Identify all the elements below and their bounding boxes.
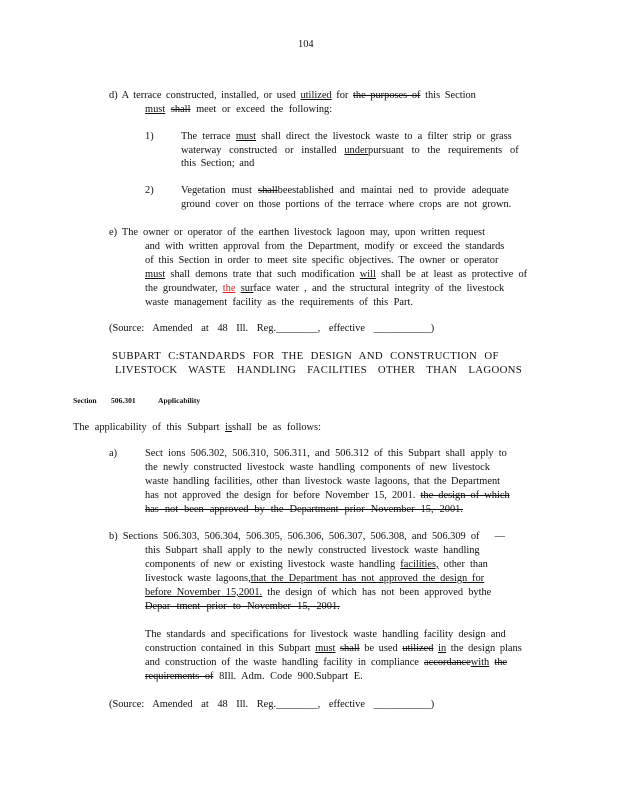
- item-a-line2: the newly constructed livestock waste handling components of new livestock: [145, 462, 490, 473]
- subsection-e-line4: must shall demons trate that such modification will shall be at least as protective of: [145, 269, 528, 280]
- applicability-intro: The applicability of this Subpart isshall be as follows:: [73, 422, 321, 433]
- subpart-heading-line1: SUBPART C:STANDARDS FOR THE DESIGN AND CONSTRUCTION OF: [112, 350, 499, 362]
- standards-line3: and construction of the waste handling facility in compliance accordancewith the: [145, 657, 508, 668]
- standards-line1: The standards and specifications for livestock waste handling facility design and: [145, 629, 506, 640]
- standards-line2: construction contained in this Subpart must shall be used utilized in the design plans: [145, 643, 522, 654]
- item-b-line3: components of new or existing livestock waste handling facilities, other than: [145, 559, 488, 570]
- subsection-e-line3: of this Section in order to meet site specific objectives. The owner or operator: [145, 255, 499, 266]
- section-title: Applicability: [158, 396, 201, 405]
- item-1-line2: waterway constructed or installed underpursuant to the requirements of: [181, 145, 519, 156]
- standards-line4: requirements of 8Ill. Adm. Code 900.Subpart E.: [145, 671, 363, 682]
- page-number: 104: [298, 39, 314, 50]
- item-b-line6: Depar tment prior to November 15, 2001.: [145, 601, 340, 612]
- section-label: Section: [73, 396, 97, 405]
- subsection-e-line1: e) The owner or operator of the earthen livestock lagoon may, upon written request: [109, 227, 485, 238]
- subsection-d-line2: must shall meet or exceed the following:: [145, 104, 333, 115]
- subsection-d-line1: d) A terrace constructed, installed, or used utilized for the purposes of this Section: [109, 90, 476, 101]
- item-a-number: a): [109, 448, 118, 459]
- item-a-line3: waste handling facilities, other than livestock waste lagoons, that the Department: [145, 476, 501, 487]
- source-note-2: (Source: Amended at 48 Ill. Reg.________, effective ___________): [109, 699, 435, 710]
- item-b-line2: this Subpart shall apply to the newly constructed livestock waste handling: [145, 545, 480, 556]
- item-2-line1: Vegetation must shallbeestablished and maintai ned to provide adequate: [181, 185, 509, 196]
- source-note-1: (Source: Amended at 48 Ill. Reg.________, effective ___________): [109, 323, 435, 334]
- item-a-line1: Sect ions 506.302, 506.310, 506.311, and 506.312 of this Subpart shall apply to: [145, 448, 507, 459]
- item-a-line4: has not approved the design for before November 15, 2001. the design of which: [145, 490, 510, 501]
- subsection-e-line2: and with written approval from the Department, modify or exceed the standards: [145, 241, 505, 252]
- item-2-line2: ground cover on those portions of the terrace where crops are not grown.: [181, 199, 512, 210]
- item-1-line1: The terrace must shall direct the livestock waste to a filter strip or grass: [181, 131, 512, 142]
- item-1-number: 1): [145, 131, 154, 142]
- subpart-heading-line2: LIVESTOCK WASTE HANDLING FACILITIES OTHER THAN LAGOONS: [115, 364, 523, 376]
- item-b-line1: b) Sections 506.303, 506.304, 506.305, 506.306, 506.307, 506.308, and 506.309 of —: [109, 531, 505, 542]
- item-2-number: 2): [145, 185, 154, 196]
- item-a-line5: has not been approved by the Department prior November 15, 2001.: [145, 504, 463, 515]
- subsection-e-line6: waste management facility as the requirements of this Part.: [145, 297, 413, 308]
- section-number: 506.301: [111, 396, 136, 405]
- item-b-line5: before November 15,2001. the design of which has not been approved bythe: [145, 587, 492, 598]
- item-b-line4: livestock waste lagoons,that the Department has not approved the design for: [145, 573, 485, 584]
- subsection-e-line5: the groundwater, the surface water , and the structural integrity of the livestock: [145, 283, 505, 294]
- item-1-line3: this Section; and: [181, 158, 255, 169]
